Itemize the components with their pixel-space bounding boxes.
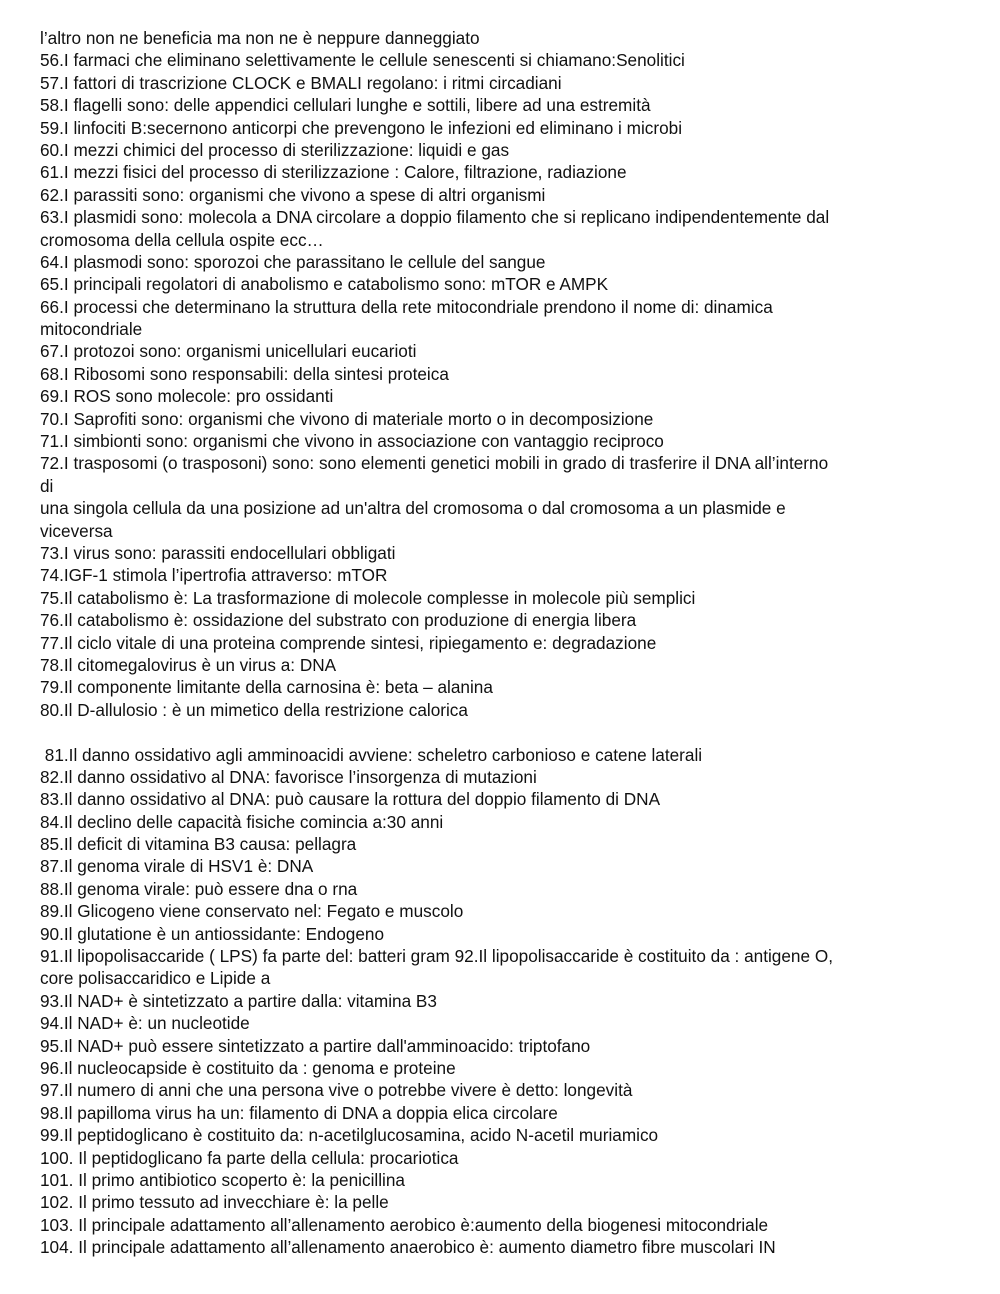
- text-line: 76.Il catabolismo è: ossidazione del substrato con produzione di energia libera: [40, 610, 637, 631]
- text-line: 59.I linfociti B:secernono anticorpi che prevengono le infezioni ed eliminano i microbi: [40, 117, 683, 138]
- text-line: 99.Il peptidoglicano è costituito da: n-acetilglucosamina, acido N-acetil muriamico: [40, 1125, 659, 1146]
- text-line: 79.Il componente limitante della carnosina è: beta – alanina: [40, 677, 493, 698]
- text-line: di: [40, 475, 54, 496]
- text-line: 90.Il glutatione è un antiossidante: Endogeno: [40, 923, 385, 944]
- text-line: 97.Il numero di anni che una persona vive o potrebbe vivere è detto: longevità: [40, 1080, 633, 1101]
- text-line: una singola cellula da una posizione ad un'altra del cromosoma o dal cromosoma a un plasmide e: [40, 498, 786, 519]
- text-line: core polisaccaridico e Lipide a: [40, 968, 271, 989]
- text-line: 85.Il deficit di vitamina B3 causa: pellagra: [40, 834, 357, 855]
- text-line: 63.I plasmidi sono: molecola a DNA circolare a doppio filamento che si replicano indipendentemente dal: [40, 207, 830, 228]
- text-line: 89.Il Glicogeno viene conservato nel: Fegato e muscolo: [40, 901, 464, 922]
- text-line: 100. Il peptidoglicano fa parte della cellula: procariotica: [40, 1147, 459, 1168]
- text-line: 102. Il primo tessuto ad invecchiare è: la pelle: [40, 1192, 389, 1213]
- text-line: 81.Il danno ossidativo agli amminoacidi avviene: scheletro carbonioso e catene laterali: [40, 744, 703, 765]
- text-line: 74.IGF-1 stimola l’ipertrofia attraverso: mTOR: [40, 565, 388, 586]
- text-line: mitocondriale: [40, 319, 143, 340]
- text-line: 83.Il danno ossidativo al DNA: può causare la rottura del doppio filamento di DNA: [40, 789, 661, 810]
- text-line: 57.I fattori di trascrizione CLOCK e BMALI regolano: i ritmi circadiani: [40, 72, 562, 93]
- text-line: 71.I simbionti sono: organismi che vivono in associazione con vantaggio reciproco: [40, 431, 664, 452]
- text-line: 87.Il genoma virale di HSV1 è: DNA: [40, 856, 314, 877]
- document-page: [40, 27, 960, 1258]
- text-line: viceversa: [40, 520, 113, 541]
- text-line: 104. Il principale adattamento all’allenamento anaerobico è: aumento diametro fibre muscolari IN: [40, 1237, 776, 1258]
- text-line: 66.I processi che determinano la struttura della rete mitocondriale prendono il nome di: dinamica: [40, 296, 773, 317]
- text-line: 96.Il nucleocapside è costituito da : genoma e proteine: [40, 1057, 456, 1078]
- text-line: 93.Il NAD+ è sintetizzato a partire dalla: vitamina B3: [40, 990, 437, 1011]
- text-line: 103. Il principale adattamento all’allenamento aerobico è:aumento della biogenesi mitocondriale: [40, 1214, 769, 1235]
- text-line: cromosoma della cellula ospite ecc…: [40, 229, 324, 250]
- text-line: 64.I plasmodi sono: sporozoi che parassitano le cellule del sangue: [40, 251, 546, 272]
- text-line: 62.I parassiti sono: organismi che vivono a spese di altri organismi: [40, 184, 546, 205]
- text-line: 94.Il NAD+ è: un nucleotide: [40, 1013, 250, 1034]
- text-line: 101. Il primo antibiotico scoperto è: la penicillina: [40, 1169, 405, 1190]
- text-line: 56.I farmaci che eliminano selettivamente le cellule senescenti si chiamano:Senolitici: [40, 50, 685, 71]
- paragraph-gap: [40, 721, 960, 743]
- text-line: 68.I Ribosomi sono responsabili: della sintesi proteica: [40, 363, 449, 384]
- text-line: 98.Il papilloma virus ha un: filamento di DNA a doppia elica circolare: [40, 1102, 558, 1123]
- text-line: 60.I mezzi chimici del processo di sterilizzazione: liquidi e gas: [40, 139, 510, 160]
- text-line: 61.I mezzi fisici del processo di sterilizzazione : Calore, filtrazione, radiazione: [40, 162, 627, 183]
- text-line: 65.I principali regolatori di anabolismo e catabolismo sono: mTOR e AMPK: [40, 274, 609, 295]
- text-line: 70.I Saprofiti sono: organismi che vivono di materiale morto o in decomposizione: [40, 408, 654, 429]
- text-line: 88.Il genoma virale: può essere dna o rna: [40, 878, 358, 899]
- text-line: 82.Il danno ossidativo al DNA: favorisce l’insorgenza di mutazioni: [40, 766, 537, 787]
- text-line: 91.Il lipopolisaccaride ( LPS) fa parte del: batteri gram 92.Il lipopolisaccaride è costituito da : antigene O,: [40, 946, 833, 967]
- text-line: 58.I flagelli sono: delle appendici cellulari lunghe e sottili, libere ad una estremità: [40, 95, 651, 116]
- text-line: 80.Il D-allulosio : è un mimetico della restrizione calorica: [40, 699, 468, 720]
- text-line: 72.I trasposomi (o trasposoni) sono: sono elementi genetici mobili in grado di trasferire il DNA all’interno: [40, 453, 829, 474]
- text-line: 75.Il catabolismo è: La trasformazione di molecole complesse in molecole più semplici: [40, 587, 696, 608]
- text-line: 73.I virus sono: parassiti endocellulari obbligati: [40, 542, 396, 563]
- text-line: 95.Il NAD+ può essere sintetizzato a partire dall'amminoacido: triptofano: [40, 1035, 591, 1056]
- text-line: l’altro non ne beneficia ma non ne è neppure danneggiato: [40, 28, 480, 48]
- text-line: 67.I protozoi sono: organismi unicellulari eucarioti: [40, 341, 417, 362]
- text-line: 77.Il ciclo vitale di una proteina comprende sintesi, ripiegamento e: degradazione: [40, 632, 657, 653]
- text-line: 69.I ROS sono molecole: pro ossidanti: [40, 386, 334, 407]
- text-line: 84.Il declino delle capacità fisiche comincia a:30 anni: [40, 811, 444, 832]
- text-line: 78.Il citomegalovirus è un virus a: DNA: [40, 654, 337, 675]
